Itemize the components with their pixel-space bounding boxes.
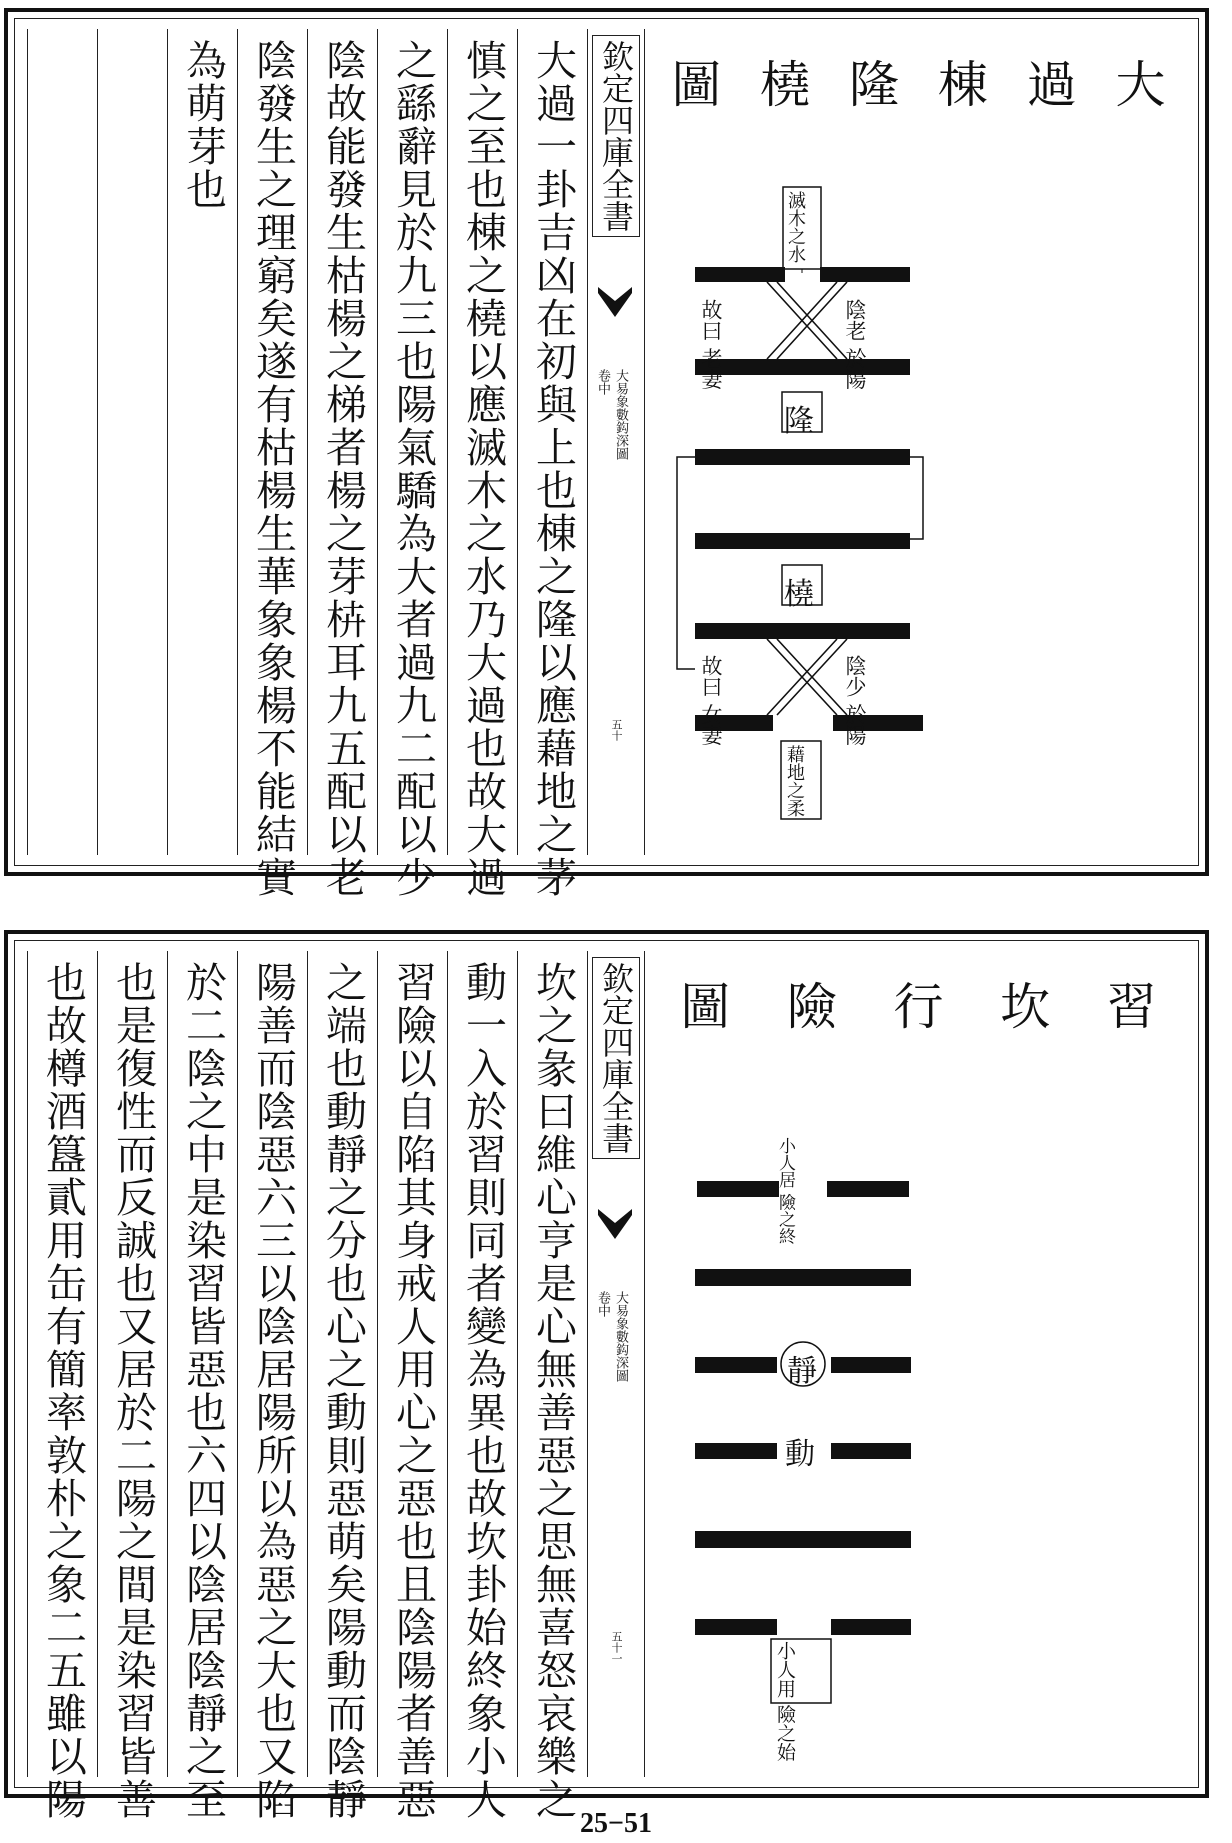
diagram-daguo (655, 29, 1188, 855)
hexagram-diagram (655, 29, 1210, 875)
folio-number: 五十 (610, 719, 623, 741)
panel-frame (14, 940, 1199, 1821)
fold-margin (587, 951, 645, 1777)
text-column: 陰故能發生枯楊之梯者楊之芽枿耳九五配以老 (307, 29, 378, 855)
text-column: 也是復性而反誠也又居於二陽之間是染習皆善 (97, 951, 168, 1777)
text-column: 也故樽酒簋貳用缶有簡率敦朴之象二五雖以陽 (27, 951, 98, 1777)
margin-book-name: 大易象數鈎深圖 (613, 1291, 628, 1382)
page-number: 25−51 (580, 1808, 652, 1839)
label-lower-left: 故曰 女妻 (699, 655, 723, 746)
diagram-title: 圖 橈 隆 棟 過 大 (671, 56, 1172, 114)
text-column: 於二陰之中是染習皆惡也六四以陰居陰靜之至 (167, 951, 238, 1777)
text-columns (27, 951, 587, 1821)
margin-volume: 卷中 (595, 369, 610, 395)
folio-number: 五十一 (610, 1631, 623, 1664)
diagram-title: 圖 險 行 坎 習 (680, 978, 1163, 1036)
label-bottom-box: 小人用 險之始 (774, 1641, 796, 1762)
label-upper-right: 陰老 於陽 (843, 299, 867, 390)
label-lower-right: 陰少 於陽 (843, 655, 867, 746)
label-move: 動 (785, 1437, 815, 1472)
book-title: 欽定四庫全書 (592, 957, 640, 1159)
text-column: 坎之彖曰維心亨是心無善惡之思無喜怒哀樂之 (517, 951, 588, 1777)
text-column: 慎之至也棟之橈以應滅木之水乃大過也故大過 (447, 29, 518, 855)
text-column (27, 29, 98, 855)
text-columns (27, 29, 587, 899)
fold-margin (587, 29, 645, 855)
text-column: 習險以自陷其身戒人用心之惡也且陰陽者善惡 (377, 951, 448, 1777)
label-mid-box: 橈 (784, 577, 814, 612)
label-circle: 靜 (787, 1354, 817, 1389)
panel-frame (14, 18, 1199, 899)
page-panel-lower (4, 930, 1209, 1821)
text-column: 陰發生之理窮矣遂有枯楊生華象象楊不能結實 (237, 29, 308, 855)
text-column: 動一入於習則同者變為異也故坎卦始終象小人 (447, 951, 518, 1777)
text-column: 陽善而陰惡六三以陰居陽所以為惡之大也又陷 (237, 951, 308, 1777)
text-column: 為萌芽也 (167, 29, 238, 855)
label-top-note: 小人居 險之終 (775, 1137, 795, 1245)
page-panel-upper (4, 8, 1209, 899)
text-column: 大過一卦吉凶在初與上也棟之隆以應藉地之茅 (517, 29, 588, 855)
book-title: 欽定四庫全書 (592, 35, 640, 237)
diagram-xikan (655, 951, 1188, 1777)
fishtail-mark-icon (598, 287, 632, 317)
text-column: 之端也動靜之分也心之動則惡萌矣陽動而陰靜 (307, 951, 378, 1777)
label-top-box: 滅木之水 (785, 191, 806, 263)
text-column: 之繇辭見於九三也陽氣驕為大者過九二配以少 (377, 29, 448, 855)
fishtail-mark-icon (598, 1209, 632, 1239)
text-column (97, 29, 168, 855)
label-long-box: 隆 (784, 404, 814, 439)
label-bottom-box: 藉地之柔 (784, 745, 805, 817)
label-upper-left: 故曰 老妻 (699, 299, 723, 390)
margin-book-name: 大易象數鈎深圖 (613, 369, 628, 460)
hexagram-diagram (655, 951, 1210, 1797)
margin-volume: 卷中 (595, 1291, 610, 1317)
